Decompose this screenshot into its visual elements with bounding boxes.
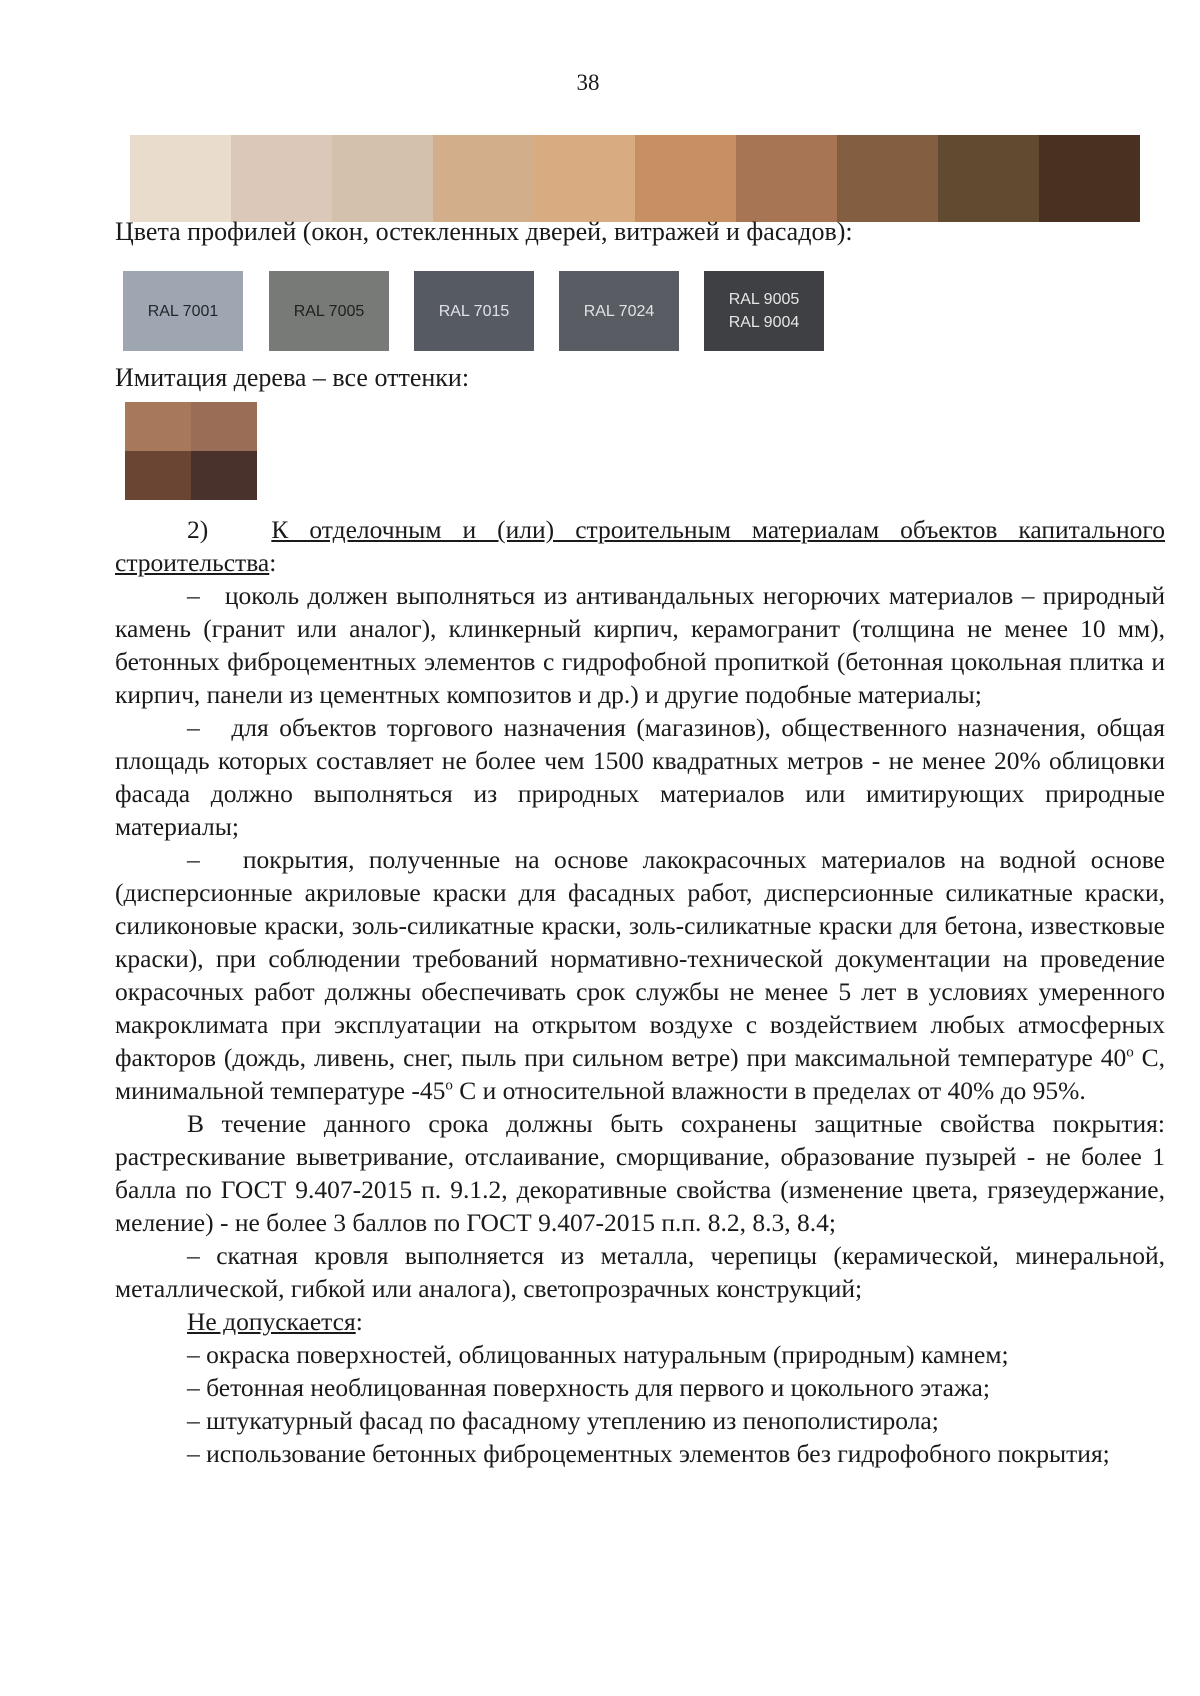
palette-swatch xyxy=(534,135,635,222)
palette-swatch xyxy=(837,135,938,222)
not-allowed-heading: Не допускается: xyxy=(187,1307,363,1336)
ral-code: RAL 7005 xyxy=(293,302,365,320)
ral-code: RAL 7024 xyxy=(583,302,655,320)
wood-swatch xyxy=(191,402,257,451)
paragraph-service-term: В течение данного срока должны быть сохранены защитные свойства покрытия: растрескивание выветривание, отслаивание, сморщивание, образование пузырей - не более 1 балла по ГОСТ 9.407-2015 п. 9.1.2, декоративные свойства (изменение цвета, грязеудержание, меление) - не более 3 баллов по ГОСТ 9.407-2015 п.п. 8.2, 8.3, 8.4; xyxy=(115,1109,1165,1237)
wood-swatch xyxy=(125,402,191,451)
palette-swatch xyxy=(635,135,736,222)
ral-swatch xyxy=(269,271,389,351)
ral-swatch xyxy=(414,271,534,351)
wood-heading: Имитация дерева – все оттенки: xyxy=(115,363,470,392)
bullet-plinth: – цоколь должен выполняться из антивандальных негорючих материалов – природный камень (гранит или аналог), клинкерный кирпич, керамогранит (толщина не менее 10 мм), бетонных фиброцементных элементов с гидрофобной пропиткой (бетонная цокольная плитка и кирпич, панели из цементных композитов и др.) и другие подобные материалы; xyxy=(115,581,1166,709)
not-allowed-item: – штукатурный фасад по фасадному утеплению из пенополистирола; xyxy=(187,1406,939,1435)
ral-swatch xyxy=(704,271,824,351)
not-allowed-item: – бетонная необлицованная поверхность для первого и цокольного этажа; xyxy=(187,1373,990,1402)
ral-swatch xyxy=(123,271,243,351)
ral-swatch-row xyxy=(123,271,823,351)
palette-swatch xyxy=(1039,135,1140,222)
ral-swatch xyxy=(559,271,679,351)
bullet-roof: – скатная кровля выполняется из металла, черепицы (керамической, минеральной, металлической, гибкой или аналога), светопрозрачных конструкций; xyxy=(115,1241,1166,1303)
ral-code: RAL 7015 xyxy=(438,302,510,320)
wood-swatch xyxy=(191,451,257,500)
item-2-title: К отделочным и (или) строительным материалам объектов капитального строительства xyxy=(115,515,1165,577)
bullet-commercial-buildings: – для объектов торгового назначения (магазинов), общественного назначения, общая площадь которых составляет не более чем 1500 квадратных метров - не менее 20% облицовки фасада должно выполняться из природных материалов или имитирующих природные материалы; xyxy=(115,713,1165,841)
palette-swatch xyxy=(332,135,433,222)
palette-swatch xyxy=(130,135,231,222)
wood-swatch xyxy=(125,451,191,500)
requirements-text xyxy=(115,513,1165,1470)
palette-swatch xyxy=(433,135,534,222)
bullet-coatings: – покрытия, полученные на основе лакокрасочных материалов на водной основе (дисперсионные акриловые краски для фасадных работ, дисперсионные силикатные краски, силиконовые краски, золь-силикатные краски, золь-силикатные краски для бетона, известковые краски), при соблюдении требований нормативно-технической документации на проведение окрасочных работ должны обеспечивать срок службы не менее 5 лет в условиях умеренного макроклимата при эксплуатации на открытом воздухе с воздействием любых атмосферных факторов (дождь, ливень, снег, пыль при сильном ветре) при максимальной температуре $40^о$ С, минимальной температуре $-45^о$ С и относительной влажности в пределах от 40% до 95%. xyxy=(115,845,1165,1105)
ral-code-2: RAL 9004 xyxy=(728,314,800,331)
beige-brown-color-palette xyxy=(130,135,1140,222)
wood-imitation-swatches xyxy=(125,402,257,500)
palette-swatch xyxy=(938,135,1039,222)
palette-swatch xyxy=(231,135,332,222)
profiles-heading: Цвета профилей (окон, остекленных дверей, витражей и фасадов): xyxy=(115,217,853,246)
page-number: 38 xyxy=(576,70,600,95)
not-allowed-item: – окраска поверхностей, облицованных натуральным (природным) камнем; xyxy=(187,1340,1009,1369)
not-allowed-item: – использование бетонных фиброцементных элементов без гидрофобного покрытия; xyxy=(187,1439,1110,1468)
ral-code: RAL 9005 xyxy=(728,291,800,308)
item-2-heading: 2) К отделочным и (или) строительным материалам объектов капитального строительства: xyxy=(115,515,1165,577)
palette-swatch xyxy=(736,135,837,222)
ral-code: RAL 7001 xyxy=(147,302,219,320)
